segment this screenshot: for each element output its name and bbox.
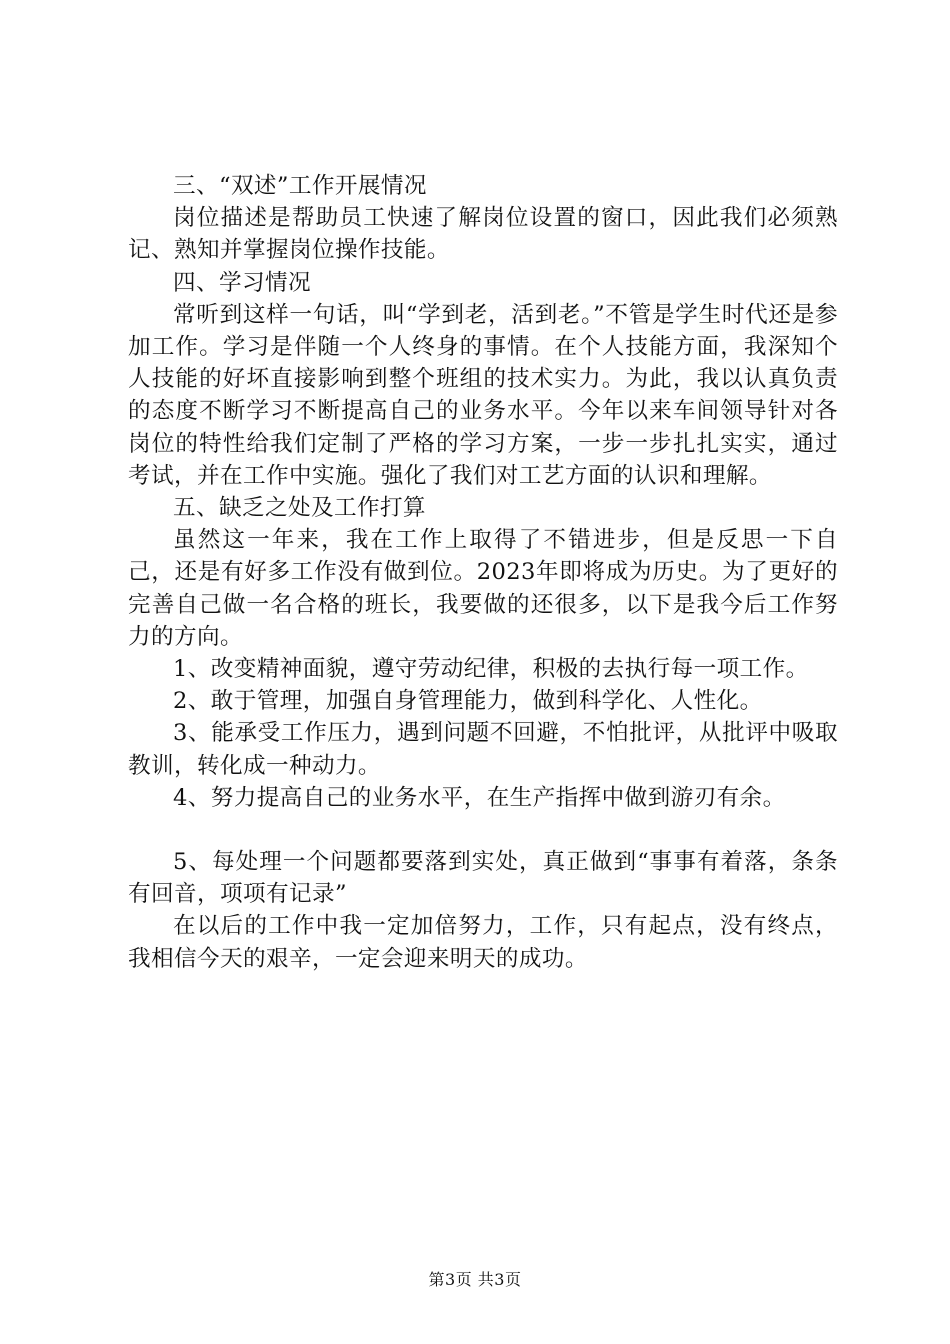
- page-number-footer: 第3页 共3页: [428, 1270, 522, 1289]
- document-body: [128, 170, 838, 975]
- paragraph-closing: 在以后的工作中我一定加倍努力，工作，只有起点，没有终点，我相信今天的艰辛，一定会迎来明天的成功。: [128, 913, 838, 972]
- section-heading-shortcomings-plans: 五、缺乏之处及工作打算: [173, 495, 426, 522]
- list-item-1: 1、改变精神面貌，遵守劳动纪律，积极的去执行每一项工作。: [173, 656, 809, 683]
- list-item-5: 5、每处理一个问题都要落到实处，真正做到“事事有着落，条条有回音，项项有记录”: [128, 849, 838, 908]
- paragraph-post-description: 岗位描述是帮助员工快速了解岗位设置的窗口，因此我们必须熟记、熟知并掌握岗位操作技能。: [128, 205, 838, 264]
- list-item-4: 4、努力提高自己的业务水平，在生产指挥中做到游刃有余。: [173, 784, 786, 811]
- list-item-3: 3、能承受工作压力，遇到问题不回避，不怕批评，从批评中吸取教训，转化成一种动力。: [128, 720, 838, 779]
- section-heading-learning: 四、学习情况: [173, 269, 311, 296]
- paragraph-reflection: 虽然这一年来，我在工作上取得了不错进步，但是反思一下自己，还是有好多工作没有做到位。2023年即将成为历史。为了更好的完善自己做一名合格的班长，我要做的还很多，以下是我今后工作努力的方向。: [128, 527, 838, 650]
- paragraph-learning: 常听到这样一句话，叫“学到老，活到老。”不管是学生时代还是参加工作。学习是伴随一个人终身的事情。在个人技能方面，我深知个人技能的好坏直接影响到整个班组的技术实力。为此，我以认真负责的态度不断学习不断提高自己的业务水平。今年以来车间领导针对各岗位的特性给我们定制了严格的学习方案，一步一步扎扎实实，通过考试，并在工作中实施。强化了我们对工艺方面的认识和理解。: [128, 301, 838, 489]
- list-item-2: 2、敢于管理，加强自身管理能力，做到科学化、人性化。: [173, 688, 763, 715]
- section-heading-shuangshu: 三、“双述”工作开展情况: [173, 173, 427, 199]
